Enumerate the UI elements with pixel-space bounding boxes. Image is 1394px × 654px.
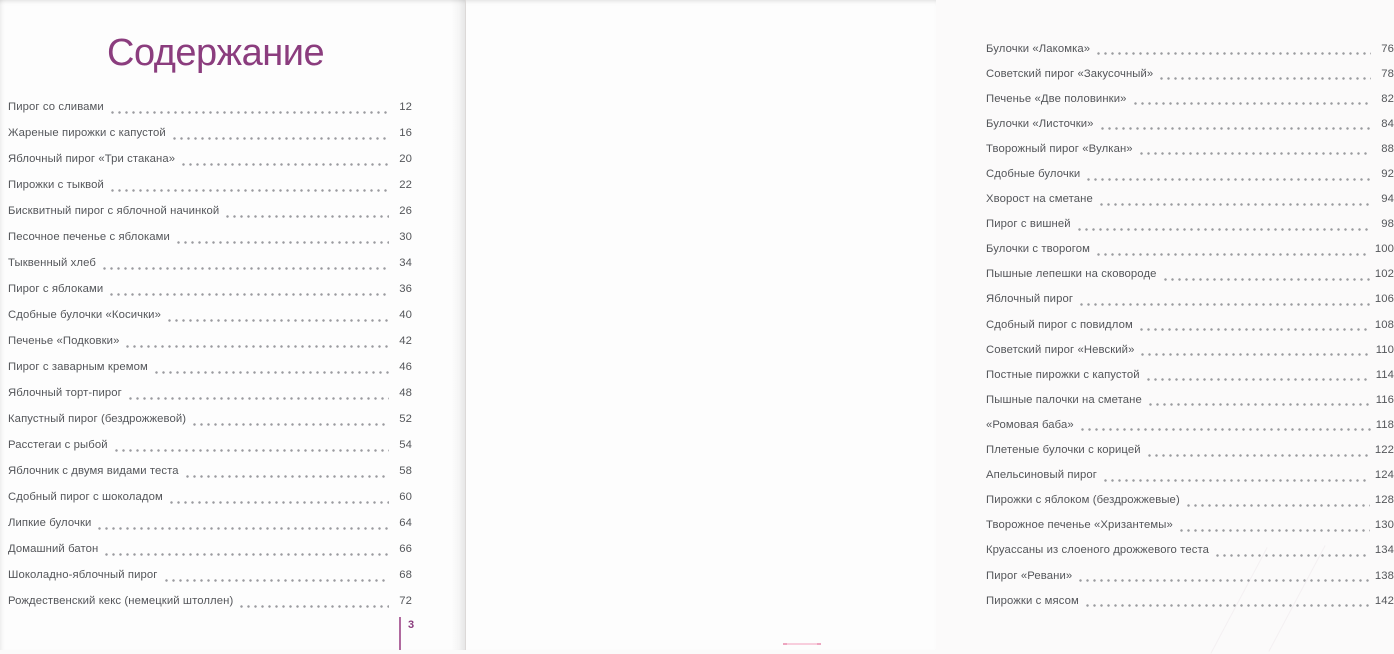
toc-item-page: 76 xyxy=(1381,42,1394,55)
toc-item-page: 16 xyxy=(399,127,412,139)
toc-item-label: Сдобные булочки xyxy=(986,168,1081,181)
toc-row xyxy=(986,187,1394,212)
toc-list-left xyxy=(8,94,412,614)
dot-leader xyxy=(124,335,389,348)
dot-leader xyxy=(1138,318,1370,331)
toc-item-page: 40 xyxy=(399,309,412,321)
toc-row xyxy=(8,302,412,328)
toc-item-label: Пирог с заварным кремом xyxy=(8,361,148,373)
toc-row xyxy=(986,563,1394,588)
toc-item-page: 68 xyxy=(399,569,412,581)
dot-leader xyxy=(1098,193,1371,206)
dot-leader xyxy=(1158,67,1371,80)
toc-item-page: 34 xyxy=(399,257,412,269)
toc-item-page: 94 xyxy=(1381,193,1394,206)
toc-item-page: 118 xyxy=(1375,418,1394,431)
toc-item-page: 110 xyxy=(1375,343,1394,356)
toc-item-page: 58 xyxy=(399,465,412,477)
dot-leader xyxy=(113,439,389,452)
toc-row xyxy=(986,212,1394,237)
dot-leader xyxy=(109,179,389,192)
dot-leader xyxy=(1079,418,1371,431)
dot-leader xyxy=(1178,519,1370,532)
page-gutter xyxy=(451,0,466,650)
dot-leader xyxy=(171,127,389,140)
toc-item-page: 108 xyxy=(1374,318,1394,331)
toc-item-label: Сдобные булочки «Косички» xyxy=(8,309,161,321)
page-number-marker xyxy=(399,617,429,650)
dot-leader xyxy=(1162,268,1370,281)
toc-item-page: 78 xyxy=(1381,67,1394,80)
dot-leader xyxy=(101,257,389,270)
page-title: Содержание xyxy=(107,32,325,74)
dot-leader xyxy=(166,309,389,322)
toc-item-label: Рождественский кекс (немецкий штоллен) xyxy=(8,595,234,607)
toc-item-page: 114 xyxy=(1375,368,1394,381)
page-number: 3 xyxy=(408,619,415,631)
toc-item-label: Яблочный пирог «Три стакана» xyxy=(8,153,176,165)
toc-item-page: 116 xyxy=(1375,393,1394,406)
toc-row xyxy=(8,458,412,484)
toc-item-label: Советский пирог «Невский» xyxy=(986,343,1135,356)
toc-item-label: Пышные лепешки на сковороде xyxy=(986,268,1157,281)
toc-item-page: 82 xyxy=(1381,92,1394,105)
toc-row xyxy=(8,510,412,536)
toc-row xyxy=(986,287,1394,312)
toc-item-page: 124 xyxy=(1374,469,1394,482)
toc-item-page: 84 xyxy=(1381,117,1394,130)
toc-item-page: 66 xyxy=(399,543,412,555)
toc-item-label: Пирог с яблоками xyxy=(8,283,104,295)
toc-item-label: Булочки «Лакомка» xyxy=(986,42,1091,55)
toc-item-page: 92 xyxy=(1381,168,1394,181)
toc-item-page: 48 xyxy=(399,387,412,399)
toc-row xyxy=(986,588,1394,613)
page-number-rule xyxy=(399,617,401,650)
toc-item-page: 130 xyxy=(1374,519,1394,532)
toc-row xyxy=(8,328,412,354)
toc-row xyxy=(8,432,412,458)
toc-row xyxy=(8,354,412,380)
toc-item-label: Песочное печенье с яблоками xyxy=(8,231,170,243)
toc-row xyxy=(986,312,1394,337)
toc-item-label: Творожное печенье «Хризантемы» xyxy=(986,519,1173,532)
dot-leader xyxy=(180,153,389,166)
toc-item-page: 12 xyxy=(399,101,412,113)
toc-item-label: Бисквитный пирог с яблочной начинкой xyxy=(8,205,220,217)
toc-item-page: 46 xyxy=(399,361,412,373)
toc-row xyxy=(8,172,412,198)
toc-row xyxy=(986,337,1394,362)
toc-item-page: 26 xyxy=(399,205,412,217)
dot-leader xyxy=(1132,92,1371,105)
dot-leader xyxy=(1139,343,1370,356)
toc-row xyxy=(986,463,1394,488)
dot-leader xyxy=(153,361,389,374)
toc-item-label: Сдобный пирог с шоколадом xyxy=(8,491,163,503)
toc-row xyxy=(986,438,1394,463)
toc-item-label: Пирог «Ревани» xyxy=(986,569,1073,582)
toc-row xyxy=(8,224,412,250)
toc-item-page: 64 xyxy=(399,517,412,529)
toc-item-page: 138 xyxy=(1374,569,1394,582)
toc-item-page: 122 xyxy=(1374,444,1394,457)
toc-row xyxy=(8,484,412,510)
dot-leader xyxy=(168,491,389,504)
toc-item-page: 142 xyxy=(1374,594,1394,607)
dot-leader xyxy=(109,101,389,114)
toc-item-page: 52 xyxy=(399,413,412,425)
toc-row xyxy=(986,488,1394,513)
toc-item-page: 42 xyxy=(399,335,412,347)
toc-row xyxy=(8,250,412,276)
toc-item-page: 134 xyxy=(1374,544,1394,557)
toc-item-label: Печенье «Две половинки» xyxy=(986,92,1127,105)
toc-item-label: Постные пирожки с капустой xyxy=(986,368,1140,381)
toc-item-label: Тыквенный хлеб xyxy=(8,257,96,269)
toc-row xyxy=(986,387,1394,412)
dot-leader xyxy=(1185,494,1370,507)
toc-row xyxy=(8,276,412,302)
toc-item-label: Пирожки с мясом xyxy=(986,594,1079,607)
toc-item-page: 106 xyxy=(1374,293,1394,306)
toc-item-label: Домашний батон xyxy=(8,543,99,555)
page-right xyxy=(467,0,1394,650)
dot-leader xyxy=(103,543,389,556)
toc-item-label: Пирог с вишней xyxy=(986,218,1071,231)
toc-row xyxy=(986,237,1394,262)
dot-leader xyxy=(1076,218,1371,231)
toc-row xyxy=(8,198,412,224)
dot-leader xyxy=(1147,393,1371,406)
toc-row xyxy=(8,562,412,588)
toc-item-page: 22 xyxy=(399,179,412,191)
dot-leader xyxy=(1084,594,1370,607)
toc-item-label: Пирог со сливами xyxy=(8,101,104,113)
toc-row xyxy=(986,36,1394,61)
toc-row xyxy=(8,536,412,562)
dot-leader xyxy=(1099,117,1371,130)
dot-leader xyxy=(108,283,389,296)
dot-leader xyxy=(1145,368,1371,381)
toc-item-page: 54 xyxy=(399,439,412,451)
toc-item-label: Пирожки с яблоком (бездрожжевые) xyxy=(986,494,1180,507)
toc-item-label: Яблочник с двумя видами теста xyxy=(8,465,179,477)
dot-leader xyxy=(96,517,389,530)
toc-item-label: Булочки с творогом xyxy=(986,243,1091,256)
toc-item-page: 60 xyxy=(399,491,412,503)
dot-leader xyxy=(238,595,389,608)
toc-row xyxy=(986,513,1394,538)
toc-item-label: Шоколадно-яблочный пирог xyxy=(8,569,158,581)
toc-item-page: 98 xyxy=(1381,218,1394,231)
toc-row xyxy=(986,538,1394,563)
toc-item-label: Круассаны из слоеного дрожжевого теста xyxy=(986,544,1209,557)
dot-leader xyxy=(1146,444,1370,457)
toc-item-label: Жареные пирожки с капустой xyxy=(8,127,166,139)
toc-row xyxy=(8,406,412,432)
toc-item-label: Липкие булочки xyxy=(8,517,92,529)
bottom-right-scan-mark xyxy=(783,643,821,645)
toc-item-label: Пышные палочки на сметане xyxy=(986,393,1142,406)
toc-row xyxy=(8,588,412,614)
toc-list-right xyxy=(986,36,1394,613)
toc-row xyxy=(986,61,1394,86)
toc-item-label: Яблочный торт-пирог xyxy=(8,387,122,399)
toc-row xyxy=(986,136,1394,161)
toc-item-page: 72 xyxy=(399,595,412,607)
dot-leader xyxy=(1214,544,1370,557)
dot-leader xyxy=(1077,569,1370,582)
toc-row xyxy=(8,146,412,172)
toc-row xyxy=(986,362,1394,387)
toc-item-page: 102 xyxy=(1374,268,1394,281)
dot-leader xyxy=(175,231,389,244)
toc-row xyxy=(986,161,1394,186)
toc-item-label: Апельсиновый пирог xyxy=(986,469,1098,482)
dot-leader xyxy=(191,413,389,426)
toc-row xyxy=(986,111,1394,136)
dot-leader xyxy=(163,569,389,582)
toc-item-label: Сдобный пирог с повидлом xyxy=(986,318,1133,331)
toc-item-label: Хворост на сметане xyxy=(986,193,1093,206)
toc-row xyxy=(8,120,412,146)
toc-item-page: 36 xyxy=(399,283,412,295)
toc-row xyxy=(986,262,1394,287)
toc-item-page: 88 xyxy=(1381,142,1394,155)
toc-item-label: Булочки «Листочки» xyxy=(986,117,1094,130)
dot-leader xyxy=(1095,42,1371,55)
page-left xyxy=(0,0,451,650)
toc-item-page: 30 xyxy=(399,231,412,243)
toc-row xyxy=(986,86,1394,111)
toc-item-label: Яблочный пирог xyxy=(986,293,1074,306)
toc-item-label: Творожный пирог «Вулкан» xyxy=(986,142,1133,155)
dot-leader xyxy=(184,465,389,478)
toc-item-label: Плетеные булочки с корицей xyxy=(986,444,1141,457)
toc-item-page: 128 xyxy=(1374,494,1394,507)
toc-row xyxy=(986,412,1394,437)
toc-row xyxy=(8,94,412,120)
toc-item-label: Пирожки с тыквой xyxy=(8,179,104,191)
dot-leader xyxy=(1095,243,1370,256)
toc-item-label: Расстегаи с рыбой xyxy=(8,439,108,451)
toc-row xyxy=(8,380,412,406)
dot-leader xyxy=(1078,293,1370,306)
toc-item-label: Печенье «Подковки» xyxy=(8,335,120,347)
dot-leader xyxy=(127,387,389,400)
toc-item-page: 20 xyxy=(399,153,412,165)
toc-item-page: 100 xyxy=(1374,243,1394,256)
dot-leader xyxy=(1138,142,1371,155)
toc-item-label: Капустный пирог (бездрожжевой) xyxy=(8,413,187,425)
dot-leader xyxy=(1102,469,1370,482)
toc-item-label: «Ромовая баба» xyxy=(986,418,1074,431)
dot-leader xyxy=(224,205,389,218)
dot-leader xyxy=(1085,168,1371,181)
toc-item-label: Советский пирог «Закусочный» xyxy=(986,67,1154,80)
